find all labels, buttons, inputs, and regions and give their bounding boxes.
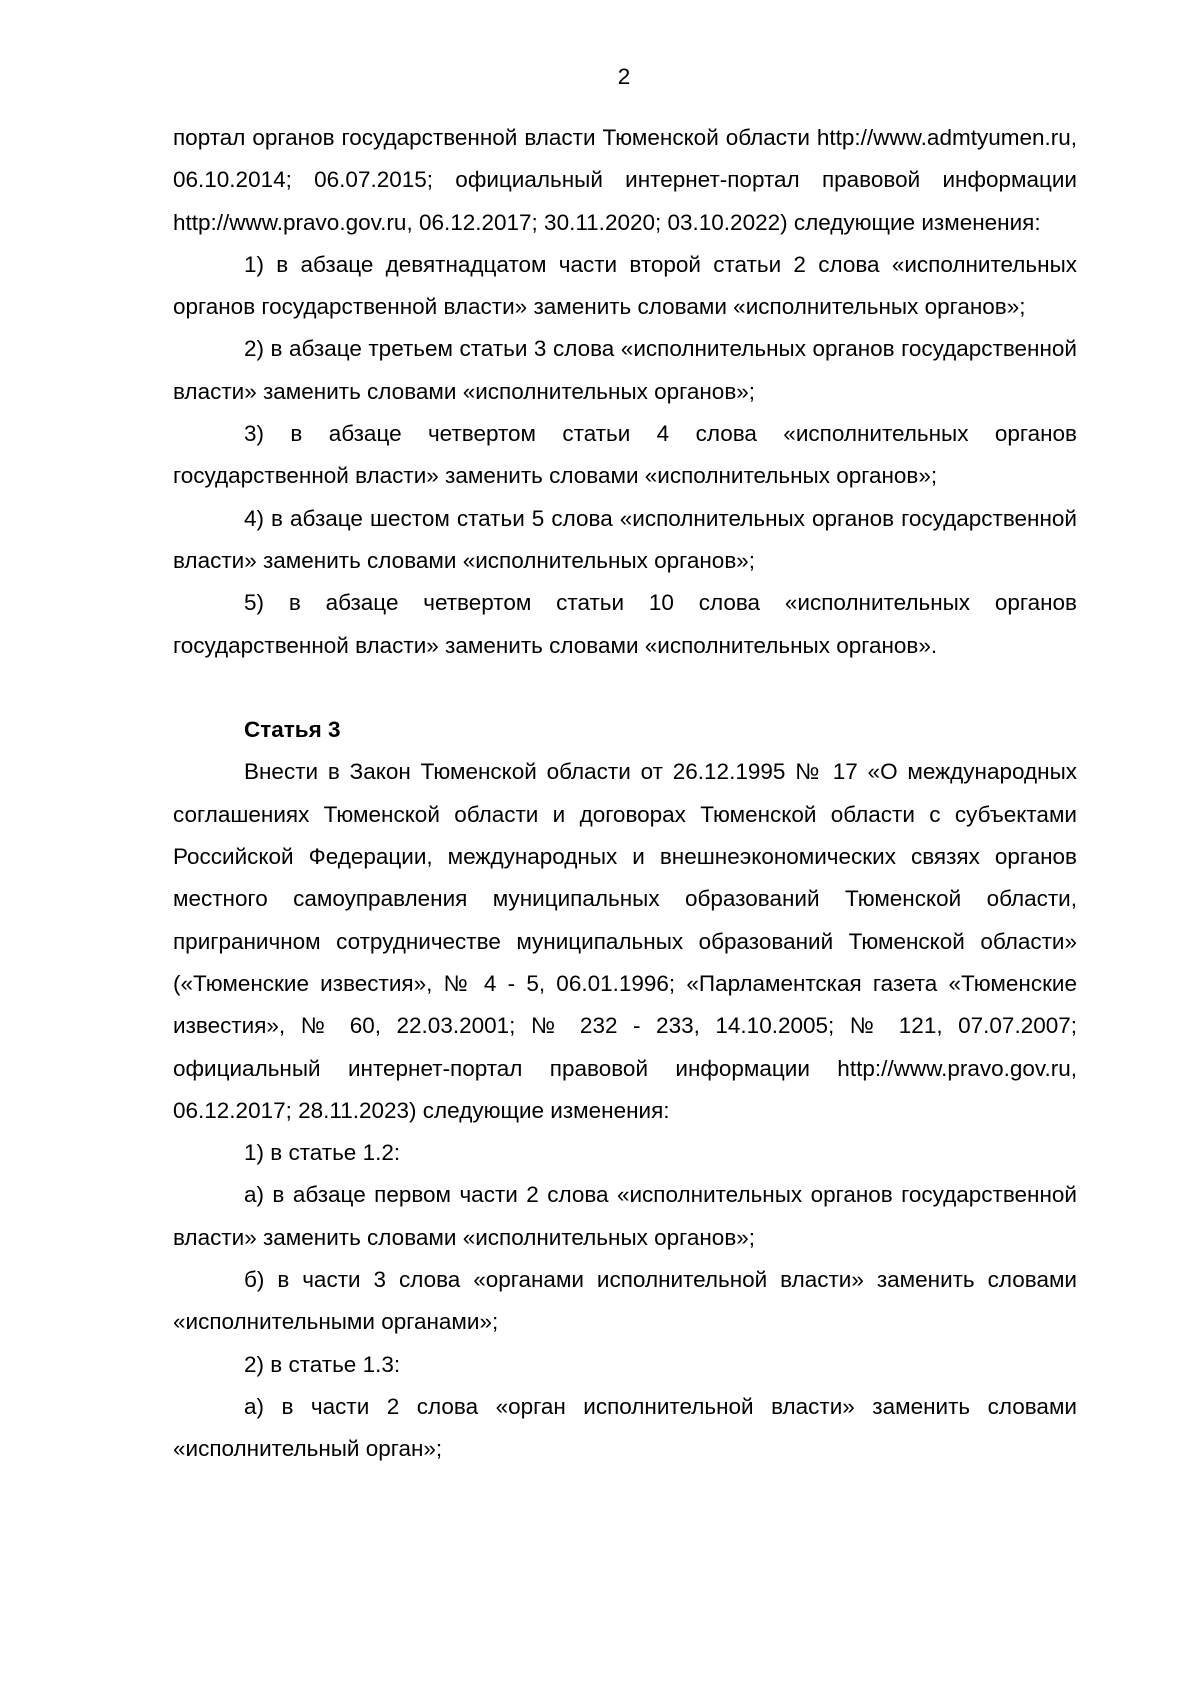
paragraph: 2) в статье 1.3: <box>244 1351 401 1377</box>
paragraph: а) в части 2 слова «орган исполнительной власти» заменить словами «исполнительный орган»; <box>173 1393 1077 1462</box>
paragraph: Внести в Закон Тюменской области от 26.12.1995 № 17 «О международных соглашениях Тюменской области и договорах Тюменской области с субъектами Российской Федерации, международных и внешнеэкономических связях органов местного самоуправления муниципальных образований Тюменской области, приграничном сотрудничестве муниципальных образований Тюменской области» («Тюменские известия», № 4 - 5, 06.01.1996; «Парламентская газета «Тюменские известия», № 60, 22.03.2001; № 232 - 233, 14.10.2005; № 121, 07.07.2007; официальный интернет-портал правовой информации http://www.pravo.gov.ru, 06.12.2017; 28.11.2023) следующие изменения: <box>173 759 1077 1123</box>
paragraph: портал органов государственной власти Тюменской области http://www.admtyumen.ru, 06.10.2014; 06.07.2015; официальный интернет-портал правовой информации http://www.pravo.gov.ru, 06.12.2017; 30.11.2020; 03.10.2022) следующие изменения: <box>173 125 1077 235</box>
paragraph: б) в части 3 слова «органами исполнительной власти» заменить словами «исполнительными органами»; <box>173 1267 1077 1335</box>
page-number: 2 <box>617 64 631 89</box>
blank-line <box>173 667 1077 709</box>
paragraph: 5) в абзаце четвертом статьи 10 слова «исполнительных органов государственной власти» заменить словами «исполнительных органов». <box>173 590 1077 658</box>
paragraph: 3) в абзаце четвертом статьи 4 слова «исполнительных органов государственной власти» заменить словами «исполнительных органов»; <box>173 421 1077 489</box>
paragraph: 2) в абзаце третьем статьи 3 слова «исполнительных органов государственной власти» заменить словами «исполнительных органов»; <box>173 336 1077 404</box>
paragraph: 1) в абзаце девятнадцатом части второй статьи 2 слова «исполнительных органов государственной власти» заменить словами «исполнительных органов»; <box>173 251 1077 320</box>
document-body <box>173 117 1077 1471</box>
paragraph: 1) в статье 1.2: <box>244 1140 401 1166</box>
paragraph: 4) в абзаце шестом статьи 5 слова «исполнительных органов государственной власти» заменить словами «исполнительных органов»; <box>173 505 1077 573</box>
paragraph: а) в абзаце первом части 2 слова «исполнительных органов государственной власти» заменить словами «исполнительных органов»; <box>173 1182 1077 1250</box>
article-heading: Статья 3 <box>244 717 341 743</box>
